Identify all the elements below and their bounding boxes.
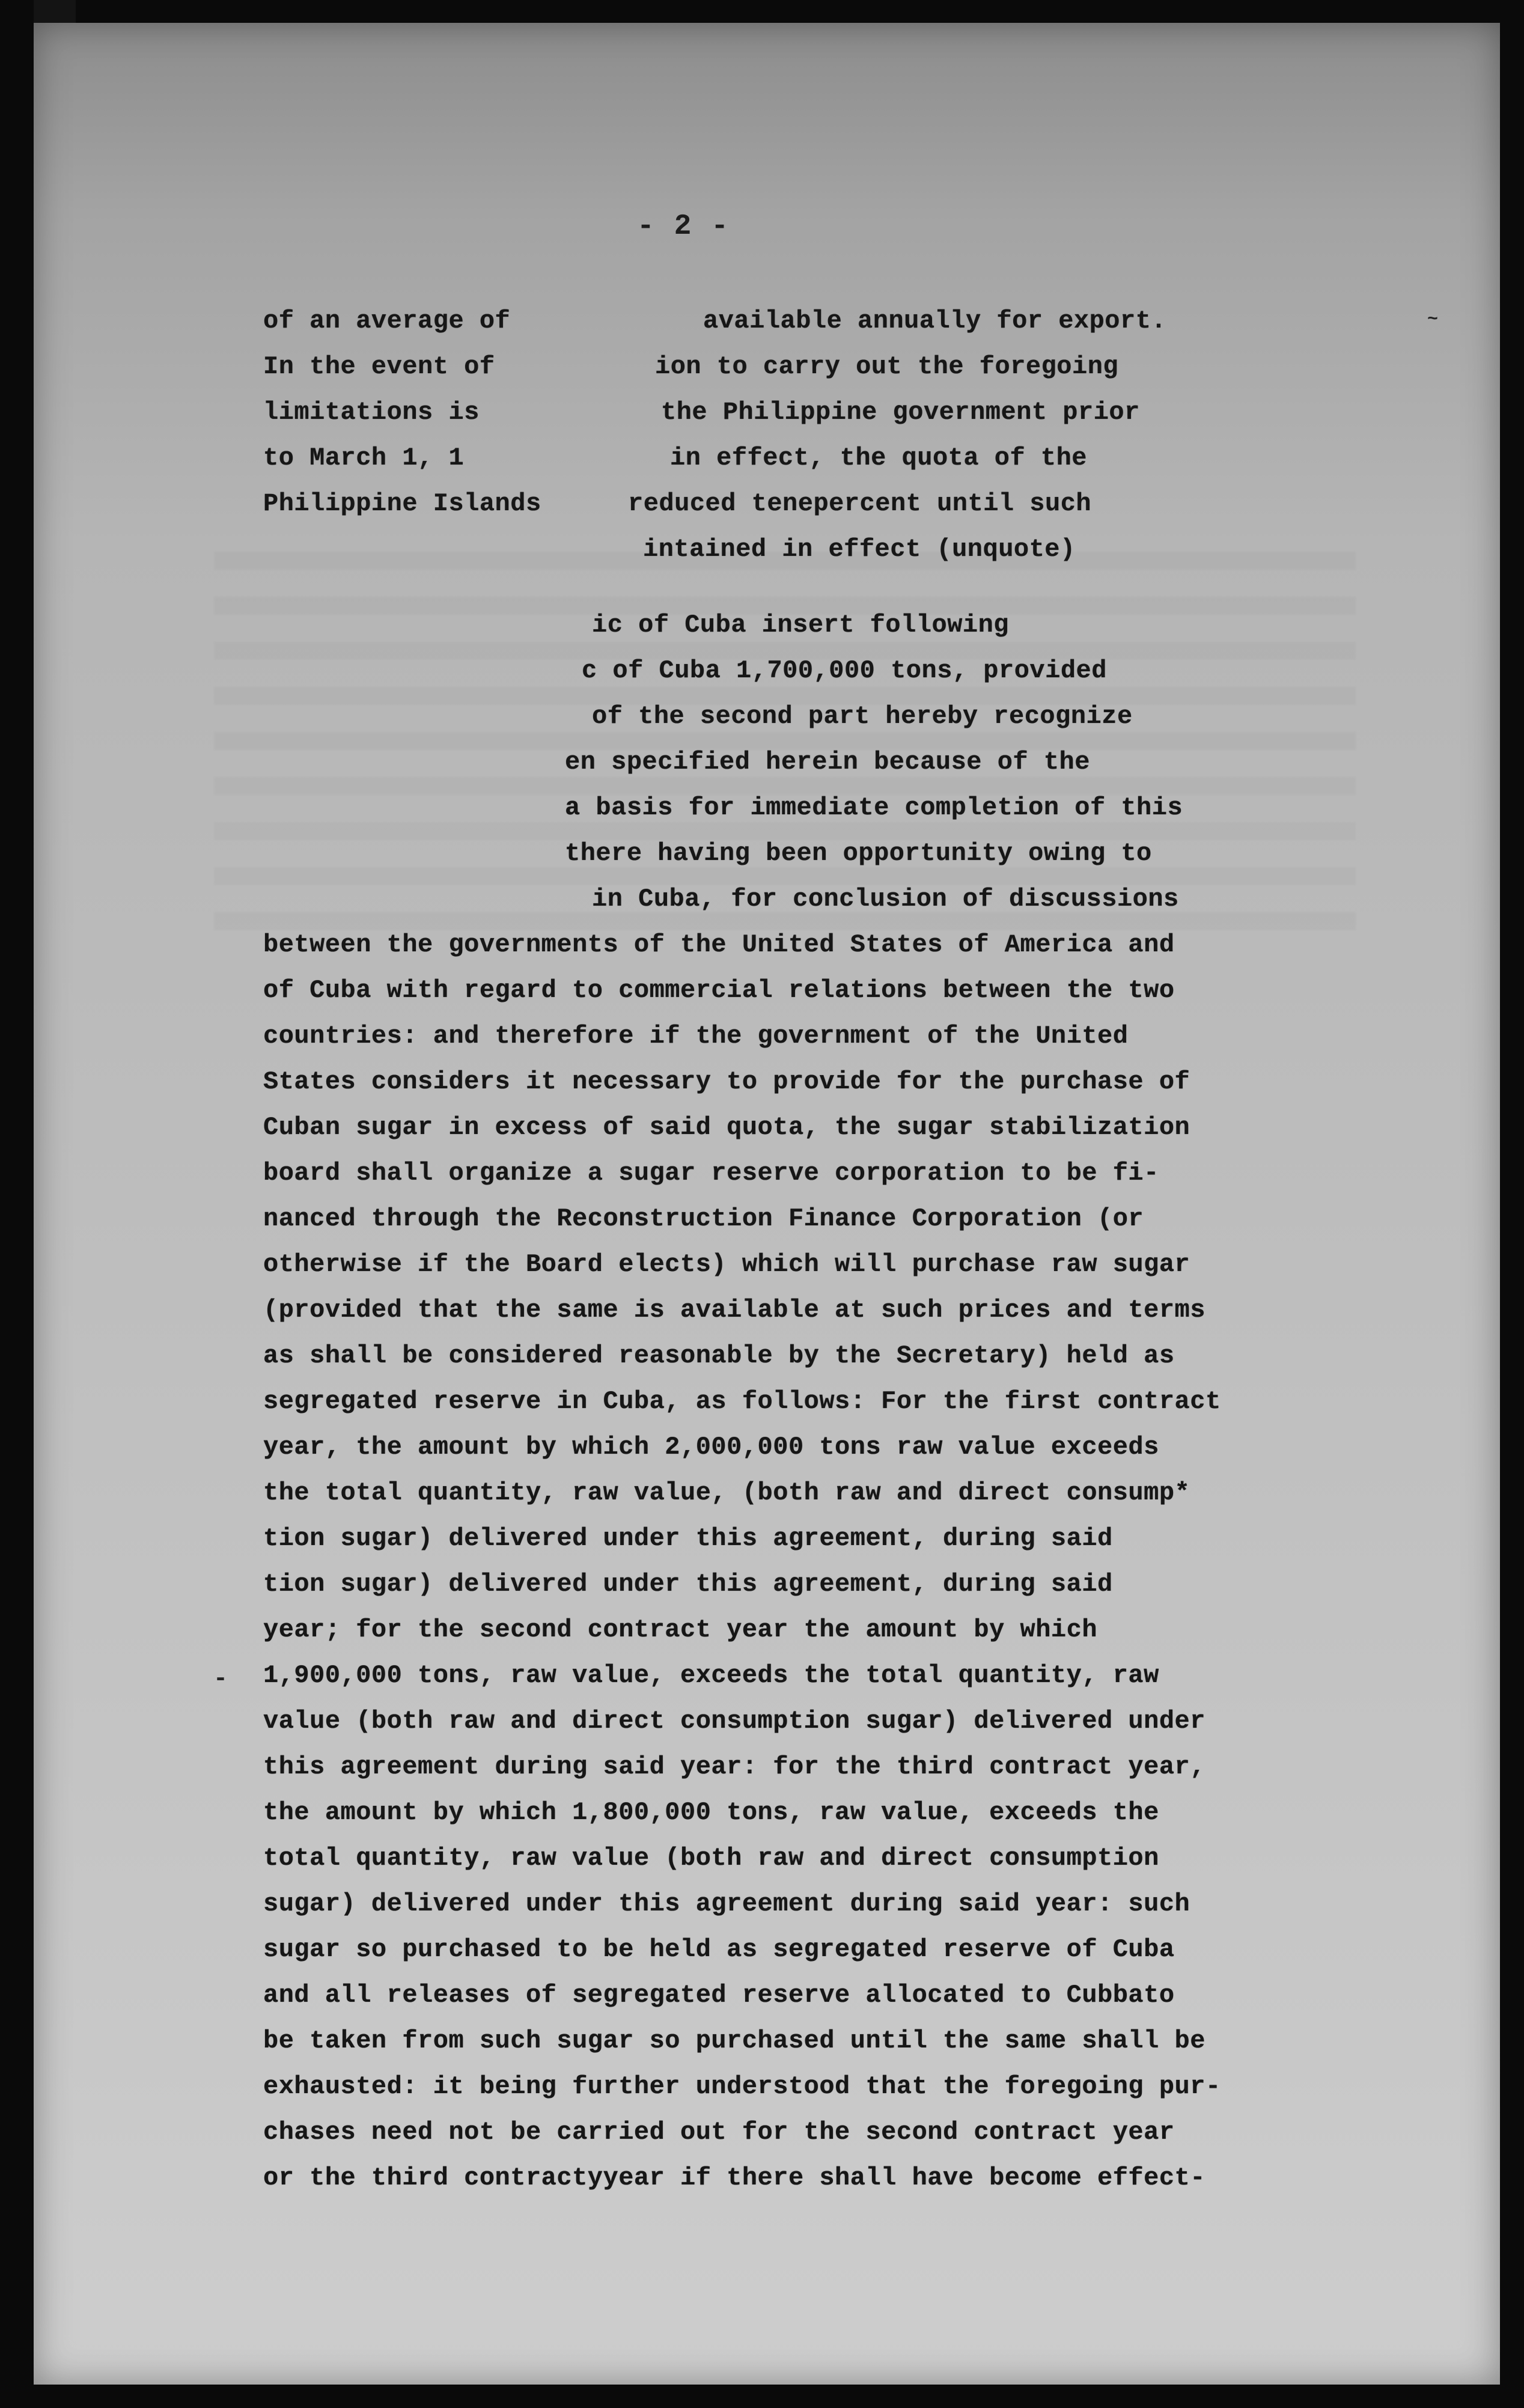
body-line-25: be taken from such sugar so purchased until the same shall be <box>263 2026 1205 2055</box>
body-line-17: 1,900,000 tons, raw value, exceeds the total quantity, raw <box>263 1661 1159 1690</box>
body-line-14: tion sugar) delivered under this agreement, during said <box>263 1524 1113 1553</box>
body-line-4: States considers it necessary to provide for the purchase of <box>263 1067 1190 1096</box>
body-line-3: countries: and therefore if the government of the United <box>263 1022 1129 1050</box>
margin-dash-mark: - <box>213 1666 228 1693</box>
film-corner <box>34 0 76 23</box>
body-line-6: board shall organize a sugar reserve corporation to be fi- <box>263 1159 1159 1187</box>
body-line-18: value (both raw and direct consumption sugar) delivered under <box>263 1707 1205 1736</box>
body-line-27: chases need not be carried out for the second contract year <box>263 2118 1175 2147</box>
body-line-1: between the governments of the United States of America and <box>263 930 1175 959</box>
fragment-right-1: available annually for export. <box>703 306 1167 335</box>
middle-fragment-4: en specified herein because of the <box>565 748 1090 776</box>
middle-fragment-5: a basis for immediate completion of this <box>565 793 1183 822</box>
body-line-12: year, the amount by which 2,000,000 tons raw value exceeds <box>263 1433 1159 1462</box>
body-line-24: and all releases of segregated reserve allocated to Cubbato <box>263 1981 1175 2010</box>
middle-fragment-1: ic of Cuba insert following <box>592 611 1010 639</box>
body-line-23: sugar so purchased to be held as segregated reserve of Cuba <box>263 1935 1175 1964</box>
body-line-16: year; for the second contract year the amount by which <box>263 1615 1098 1644</box>
body-line-7: nanced through the Reconstruction Finance Corporation (or <box>263 1204 1144 1233</box>
middle-fragment-3: of the second part hereby recognize <box>592 702 1133 731</box>
middle-fragment-6: there having been opportunity owing to <box>565 839 1152 868</box>
fragment-left-4: to March 1, 1 <box>263 443 465 472</box>
body-line-11: segregated reserve in Cuba, as follows: For the first contract <box>263 1387 1221 1416</box>
body-line-15: tion sugar) delivered under this agreement, during said <box>263 1570 1113 1599</box>
body-line-26: exhausted: it being further understood that the foregoing pur- <box>263 2072 1221 2101</box>
body-line-22: sugar) delivered under this agreement during said year: such <box>263 1889 1190 1918</box>
fragment-right-3: the Philippine government prior <box>661 398 1140 427</box>
middle-fragment-2: c of Cuba 1,700,000 tons, provided <box>582 656 1107 685</box>
body-line-8: otherwise if the Board elects) which will purchase raw sugar <box>263 1250 1190 1279</box>
fragment-right-6: intained in effect (unquote) <box>643 535 1076 564</box>
body-line-19: this agreement during said year: for the third contract year, <box>263 1752 1205 1781</box>
margin-stray-mark: ~ <box>1427 309 1439 330</box>
middle-fragment-7: in Cuba, for conclusion of discussions <box>592 885 1179 913</box>
fragment-left-1: of an average of <box>263 306 511 335</box>
fragment-right-5: reduced tenepercent until such <box>628 489 1092 518</box>
body-line-28: or the third contractyyear if there shall have become effect- <box>263 2163 1205 2192</box>
body-line-20: the amount by which 1,800,000 tons, raw value, exceeds the <box>263 1798 1159 1827</box>
body-line-9: (provided that the same is available at such prices and terms <box>263 1296 1205 1324</box>
body-line-21: total quantity, raw value (both raw and direct consumption <box>263 1844 1159 1873</box>
page-number: - 2 - <box>637 210 730 243</box>
fragment-right-4: in effect, the quota of the <box>670 443 1088 472</box>
body-line-10: as shall be considered reasonable by the Secretary) held as <box>263 1341 1175 1370</box>
fragment-left-3: limitations is <box>263 398 480 427</box>
body-line-2: of Cuba with regard to commercial relations between the two <box>263 976 1175 1005</box>
body-line-13: the total quantity, raw value, (both raw and direct consump* <box>263 1478 1190 1507</box>
fragment-left-2: In the event of <box>263 352 495 381</box>
body-line-5: Cuban sugar in excess of said quota, the sugar stabilization <box>263 1113 1190 1142</box>
fragment-left-5: Philippine Islands <box>263 489 541 518</box>
fragment-right-2: ion to carry out the foregoing <box>655 352 1119 381</box>
